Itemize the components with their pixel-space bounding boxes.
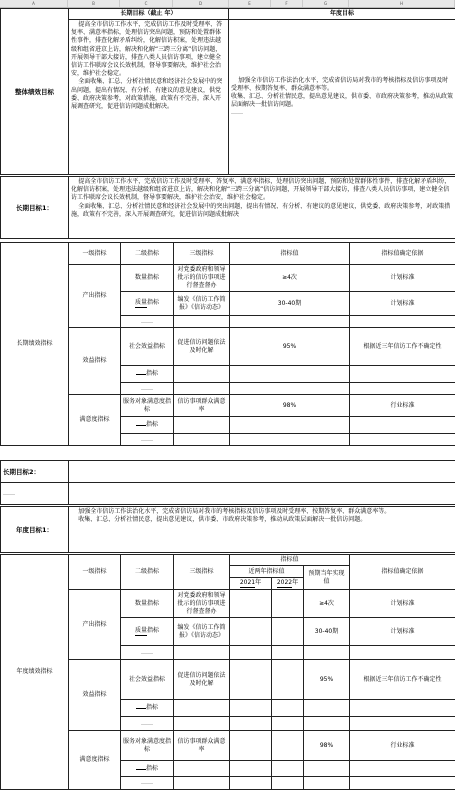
ellipsis: …… bbox=[1, 483, 69, 505]
year-2022-value[interactable] bbox=[272, 731, 304, 761]
blank-indicator bbox=[121, 366, 174, 383]
year-2022: 2022 bbox=[276, 579, 293, 586]
effect-indicator: 效益指标 bbox=[69, 328, 121, 395]
column-header[interactable]: H bbox=[349, 0, 455, 7]
annual-goal-1-cell[interactable] bbox=[69, 507, 455, 553]
empty-cell[interactable] bbox=[304, 646, 350, 660]
blank-suffix: 指标 bbox=[145, 370, 158, 377]
year-2021-value[interactable] bbox=[230, 590, 272, 618]
empty-cell[interactable] bbox=[174, 761, 230, 777]
long-term-header: 长期目标（截止 年） bbox=[69, 9, 229, 20]
quality-prefix: 质量 bbox=[134, 627, 147, 634]
empty-cell[interactable] bbox=[230, 700, 272, 717]
quantity-indicator: 数量指标 bbox=[121, 265, 174, 292]
quantity-expected[interactable]: ≥4次 bbox=[304, 590, 350, 618]
annual-goal-text: 加强全市信访工作法治化水平，完成省信访局对我市的考核指标及信访事项及时受理率、按期答复率、群众满意率等。 收集、汇总、分析社情民意，提出意见建议，供市委、市政府决策参考，推动从政策层面解决一批信访问题。 bbox=[231, 76, 454, 109]
empty-cell[interactable] bbox=[350, 777, 455, 790]
satisfaction-item[interactable]: 信访事项群众满意率 bbox=[174, 395, 230, 417]
satisfaction-basis[interactable]: 行业标准 bbox=[350, 731, 455, 761]
empty-cell[interactable] bbox=[304, 777, 350, 790]
year-suffix: 年 bbox=[292, 579, 299, 586]
annual-goal-ellipsis: …… bbox=[231, 109, 243, 117]
long-goal-1-table bbox=[0, 176, 455, 239]
blank-underline bbox=[136, 769, 146, 770]
social-indicator: 社会效益指标 bbox=[121, 660, 174, 700]
annual-goal-cell[interactable] bbox=[229, 20, 455, 175]
long-term-text: 提高全市信访工作水平，完成信访工作及时受理率、答复率、满意率指标，处理信访突出问题，预防和处置群体性事件，排查化解矛盾纠纷，化解信访积案，处理违法越级和组省进京上访，解决和化解“三跨三分离”信访问题，开展领导干部大接访，排查八类人员信访事项，建立健全信访工作联席会议长效机制，督导事要解决，维护社会治安，维护社会稳定。 bbox=[71, 21, 223, 78]
annual-perf-label: 年度绩效指标 bbox=[1, 555, 69, 790]
quantity-item[interactable]: 对党委政府和领导批示的信访事项进行督查督办 bbox=[174, 590, 230, 618]
quality-item[interactable]: 编发《信访工作简报》《信访动态》 bbox=[174, 618, 230, 646]
quality-indicator bbox=[121, 292, 174, 316]
satisfaction-expected[interactable]: 98% bbox=[304, 731, 350, 761]
social-basis[interactable]: 根据近三年信访工作不确定性 bbox=[350, 660, 455, 700]
social-expected[interactable]: 95% bbox=[304, 660, 350, 700]
year-2021-value[interactable] bbox=[230, 660, 272, 700]
annual-header: 年度目标 bbox=[229, 9, 455, 20]
empty-cell[interactable] bbox=[272, 777, 304, 790]
empty-cell[interactable] bbox=[230, 417, 350, 434]
empty-cell[interactable] bbox=[272, 646, 304, 660]
blank-indicator bbox=[121, 417, 174, 434]
year-2022-header bbox=[272, 578, 304, 590]
column-header-bar bbox=[0, 0, 455, 8]
col-value: 指标值 bbox=[230, 555, 350, 566]
empty-cell[interactable] bbox=[272, 761, 304, 777]
social-value[interactable]: 95% bbox=[230, 328, 350, 366]
social-item[interactable]: 促进信访问题依法及时化解 bbox=[174, 328, 230, 366]
quantity-basis[interactable]: 计划标准 bbox=[350, 265, 455, 292]
output-indicator: 产出指标 bbox=[69, 265, 121, 328]
col-level3: 三级指标 bbox=[174, 243, 230, 265]
ellipsis: …… bbox=[121, 777, 174, 790]
social-basis[interactable]: 根据近三年信访工作不确定性 bbox=[350, 328, 455, 366]
column-header[interactable]: C bbox=[120, 0, 173, 7]
expected-value-header: 预期当年实现值 bbox=[304, 566, 350, 590]
empty-cell[interactable] bbox=[350, 434, 455, 446]
col-basis: 指标值确定依据 bbox=[350, 243, 455, 265]
social-item[interactable]: 促进信访问题依法及时化解 bbox=[174, 660, 230, 700]
long-perf-table bbox=[0, 242, 455, 446]
long-goal-1-cell[interactable] bbox=[69, 177, 455, 239]
long-perf-label: 长期绩效指标 bbox=[1, 243, 69, 446]
quality-suffix: 指标 bbox=[147, 627, 160, 634]
empty-cell[interactable] bbox=[230, 366, 350, 383]
quality-expected[interactable]: 30-40期 bbox=[304, 618, 350, 646]
satisfaction-indicator: 满意度指标 bbox=[69, 395, 121, 446]
blank-underline bbox=[136, 425, 146, 426]
empty-cell[interactable] bbox=[174, 417, 230, 434]
recent-values-header: 近两年指标值 bbox=[230, 566, 304, 578]
quality-value[interactable]: 30-40期 bbox=[230, 292, 350, 316]
quality-basis[interactable]: 计划标准 bbox=[350, 618, 455, 646]
empty-cell[interactable] bbox=[350, 646, 455, 660]
col-level1: 一级指标 bbox=[69, 243, 121, 265]
ellipsis: …… bbox=[121, 434, 174, 446]
annual-goal-1-table bbox=[0, 506, 455, 553]
quality-item[interactable]: 编发《信访工作简报》《信访动态》 bbox=[174, 292, 230, 316]
empty-cell[interactable] bbox=[350, 316, 455, 328]
long-term-goal-cell[interactable] bbox=[69, 20, 229, 175]
empty-cell[interactable] bbox=[69, 483, 455, 505]
column-header[interactable]: F bbox=[271, 0, 303, 7]
empty-cell[interactable] bbox=[304, 717, 350, 731]
ellipsis: …… bbox=[121, 646, 174, 660]
empty-cell[interactable] bbox=[174, 777, 230, 790]
quality-basis[interactable]: 计划标准 bbox=[350, 292, 455, 316]
quality-prefix: 质量 bbox=[134, 299, 147, 306]
empty-cell[interactable] bbox=[350, 366, 455, 383]
empty-cell[interactable] bbox=[272, 700, 304, 717]
long-goal-2-label: 长期目标2： bbox=[1, 461, 69, 483]
empty-cell[interactable] bbox=[304, 761, 350, 777]
ellipsis: …… bbox=[121, 316, 174, 328]
empty-cell[interactable] bbox=[230, 777, 272, 790]
col-level1: 一级指标 bbox=[69, 555, 121, 590]
empty-cell[interactable] bbox=[230, 316, 350, 328]
year-2021-header bbox=[230, 578, 272, 590]
empty-cell[interactable] bbox=[350, 700, 455, 717]
overall-goal-label: 整体绩效目标 bbox=[1, 9, 69, 175]
blank-underline bbox=[136, 374, 146, 375]
year-2022-value[interactable] bbox=[272, 618, 304, 646]
empty-cell[interactable] bbox=[350, 383, 455, 395]
column-header[interactable]: B bbox=[68, 0, 120, 7]
satisfaction-item[interactable]: 信访事项群众满意率 bbox=[174, 731, 230, 761]
empty-cell[interactable] bbox=[350, 761, 455, 777]
long-goal-1-label: 长期目标1： bbox=[1, 177, 69, 239]
quantity-basis[interactable]: 计划标准 bbox=[350, 590, 455, 618]
empty-cell[interactable] bbox=[174, 366, 230, 383]
empty-cell[interactable] bbox=[230, 717, 272, 731]
long-term-text-2: 全面收集、汇总、分析社情民意和经济社会发展中的突出问题，提出有情况、有分析、有建议的意见建议，供党委、政府决策参考，对政策措施，政策有不完善，深入开展调查研究，促进信访问题成批解决。 bbox=[71, 78, 223, 111]
annual-goal-1-text: 加强全市信访工作法治化水平，完成省信访局对我市的考核指标及信访事项及时受理率、按期答复率、群众满意率等。 bbox=[78, 508, 391, 515]
empty-cell[interactable] bbox=[174, 383, 230, 395]
satisfaction-basis[interactable]: 行业标准 bbox=[350, 395, 455, 417]
empty-cell[interactable] bbox=[350, 717, 455, 731]
satisfaction-value[interactable]: 98% bbox=[230, 395, 350, 417]
ellipsis: …… bbox=[121, 717, 174, 731]
column-header[interactable]: E bbox=[229, 0, 271, 7]
output-indicator: 产出指标 bbox=[69, 590, 121, 660]
empty-cell[interactable] bbox=[174, 434, 230, 446]
blank-suffix: 指标 bbox=[145, 764, 158, 772]
year-2021-value[interactable] bbox=[230, 618, 272, 646]
annual-goal-1-text-2: 收集、汇总、分析社情民意，提出意见建议，供市委、市政府决策参考，推动从政策层面解决一批信访问题。 bbox=[78, 516, 367, 524]
annual-goal-1-label: 年度目标1： bbox=[1, 507, 69, 553]
year-2022-value[interactable] bbox=[272, 660, 304, 700]
empty-cell[interactable] bbox=[230, 383, 350, 395]
quantity-value[interactable]: ≥4次 bbox=[230, 265, 350, 292]
empty-cell[interactable] bbox=[304, 700, 350, 717]
quantity-item[interactable]: 对党委政府和领导批示的信访事项进行督查督办 bbox=[174, 265, 230, 292]
blank-underline bbox=[136, 708, 146, 709]
overall-goal-table bbox=[0, 8, 455, 175]
satisfaction-indicator: 满意度指标 bbox=[69, 731, 121, 790]
long-goal-2-table bbox=[0, 460, 455, 505]
empty-cell[interactable] bbox=[174, 316, 230, 328]
social-indicator: 社会效益指标 bbox=[121, 328, 174, 366]
empty-cell[interactable] bbox=[174, 717, 230, 731]
quality-indicator bbox=[121, 618, 174, 646]
column-header[interactable]: A bbox=[0, 0, 68, 7]
col-basis: 指标值确定依据 bbox=[350, 555, 455, 590]
effect-indicator: 效益指标 bbox=[69, 660, 121, 731]
service-satisfaction-indicator: 服务对象满意度指标 bbox=[121, 731, 174, 761]
long-goal-1-text-2: 全面收集、汇总、分析社情民意和经济社会发展中的突出问题，提出有情况、有分析、有建议的意见建议，供党委、政府决策参考，对政策措施，政策有不完善，深入开展调查研究，促进信访问题成批解决 bbox=[71, 202, 451, 218]
empty-cell[interactable] bbox=[230, 761, 272, 777]
year-2021-value[interactable] bbox=[230, 731, 272, 761]
column-header[interactable]: G bbox=[303, 0, 349, 7]
empty-cell[interactable] bbox=[230, 434, 350, 446]
blank-suffix: 指标 bbox=[145, 421, 158, 428]
col-level2: 二级指标 bbox=[121, 555, 174, 590]
year-2021: 2021 bbox=[239, 579, 256, 586]
empty-cell[interactable] bbox=[272, 717, 304, 731]
service-satisfaction-indicator: 服务对象满意度指标 bbox=[121, 395, 174, 417]
blank-suffix: 指标 bbox=[145, 704, 158, 711]
column-header[interactable]: D bbox=[173, 0, 229, 7]
year-suffix: 年 bbox=[255, 579, 262, 586]
empty-cell[interactable] bbox=[174, 700, 230, 717]
quantity-indicator: 数量指标 bbox=[121, 590, 174, 618]
col-value: 指标值 bbox=[230, 243, 350, 265]
empty-cell[interactable] bbox=[350, 417, 455, 434]
ellipsis: …… bbox=[121, 383, 174, 395]
quality-suffix: 指标 bbox=[147, 299, 160, 306]
year-2022-value[interactable] bbox=[272, 590, 304, 618]
col-level2: 二级指标 bbox=[121, 243, 174, 265]
long-goal-1-text: 提高全市信访工作水平，完成信访工作及时受理率、答复率、满意率指标，处理信访突出问题，预防和处置群体性事件，排查化解矛盾纠纷，化解信访积案，处理违法越级和组省进京上访，解决和化解“三跨三分离”信访问题，开展领导干部大接访，排查八类人员信访事项，建立健全信访工作联席会议长效机制，督导事要解决，维护社会治安，维护社会稳定。 bbox=[71, 178, 451, 202]
empty-cell[interactable] bbox=[230, 646, 272, 660]
long-goal-2-cell[interactable] bbox=[69, 461, 455, 483]
empty-cell[interactable] bbox=[174, 646, 230, 660]
annual-perf-table bbox=[0, 554, 455, 790]
blank-indicator bbox=[121, 700, 174, 717]
col-level3: 三级指标 bbox=[174, 555, 230, 590]
blank-indicator bbox=[121, 761, 174, 777]
